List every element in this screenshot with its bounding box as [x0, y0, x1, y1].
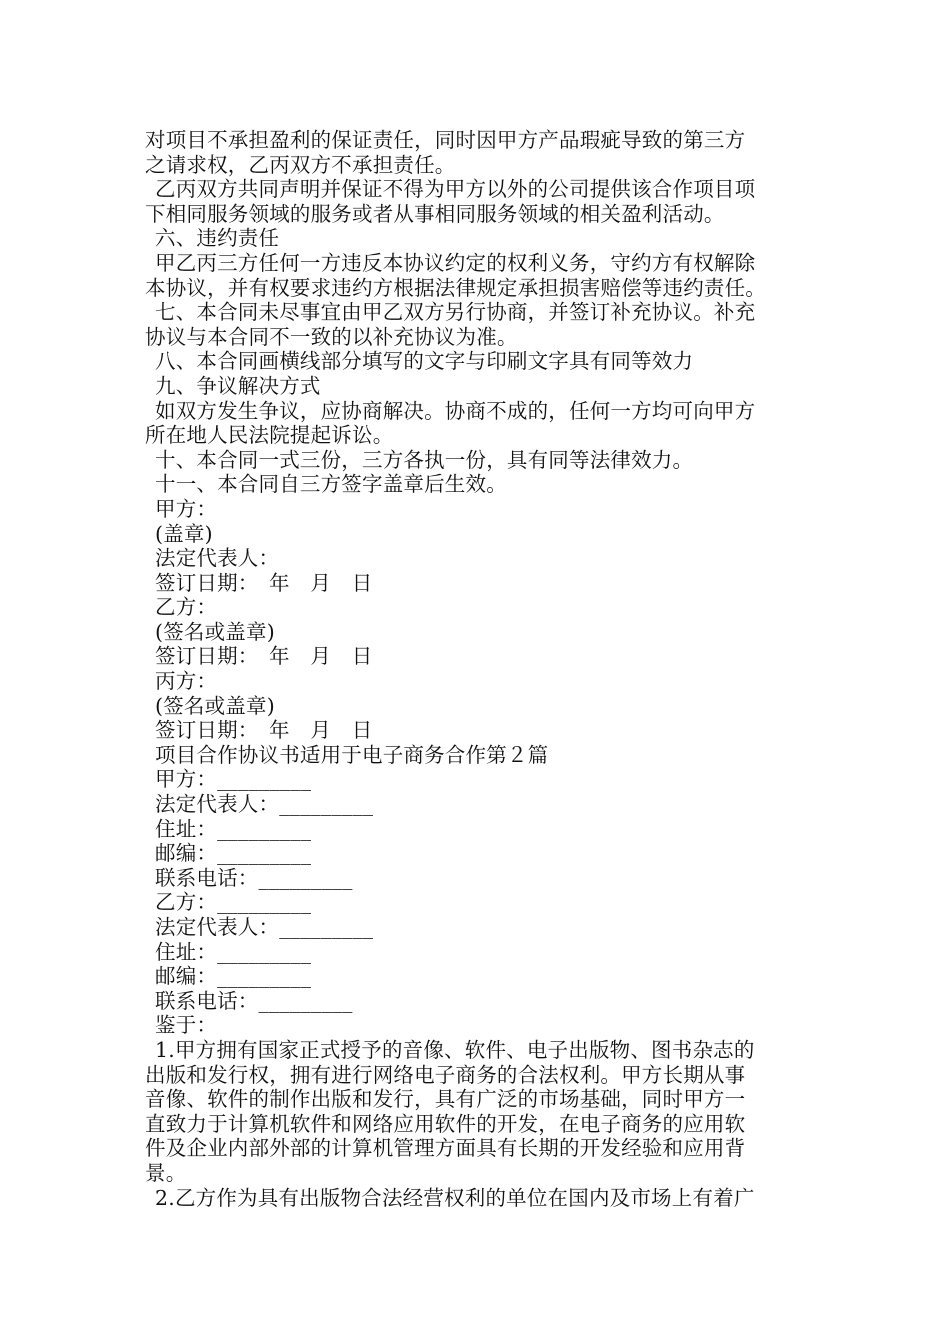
text-line: 下相同服务领域的服务或者从事相同服务领域的相关盈利活动。 — [145, 201, 725, 226]
text-line: (签名或盖章) — [155, 693, 275, 718]
text-line: 十一、本合同自三方签字盖章后生效。 — [155, 472, 507, 497]
text-line: 甲乙丙三方任何一方违反本协议约定的权利义务，守约方有权解除 — [155, 250, 756, 275]
text-line: 2.乙方作为具有出版物合法经营权利的单位在国内及市场上有着广 — [155, 1185, 755, 1210]
text-line: 邮编：_________ — [155, 964, 312, 989]
text-line: 甲方： — [155, 496, 218, 521]
text-line: 所在地人民法院提起诉讼。 — [145, 423, 394, 448]
text-line: 住址：_________ — [155, 939, 312, 964]
text-line: 直致力于计算机软件和网络应用软件的开发，在电子商务的应用软 — [145, 1111, 746, 1136]
text-line: 联系电话：_________ — [155, 865, 353, 890]
text-line: 法定代表人：_________ — [155, 915, 374, 939]
text-line: 十、本合同一式三份，三方各执一份，具有同等法律效力。 — [155, 447, 694, 472]
text-line: 乙方：_________ — [155, 890, 312, 915]
text-line: 八、本合同画横线部分填写的文字与印刷文字具有同等效力 — [155, 349, 694, 374]
text-line: 对项目不承担盈利的保证责任，同时因甲方产品瑕疵导致的第三方 — [145, 128, 746, 152]
text-line: 住址：_________ — [155, 816, 312, 841]
text-line: 项目合作协议书适用于电子商务合作第２篇 — [155, 742, 549, 767]
text-line: 签订日期： 年 月 日 — [155, 644, 373, 669]
text-line: 签订日期： 年 月 日 — [155, 570, 373, 595]
text-line: 件及企业内部外部的计算机管理方面具有长期的开发经验和应用背 — [145, 1136, 746, 1161]
text-line: 丙方： — [155, 669, 218, 694]
text-line: (签名或盖章) — [155, 619, 275, 644]
text-line: 邮编：_________ — [155, 841, 312, 866]
text-line: 音像、软件的制作出版和发行，具有广泛的市场基础，同时甲方一 — [145, 1087, 746, 1112]
text-line: 之请求权，乙丙双方不承担责任。 — [145, 152, 456, 177]
text-line: 七、本合同未尽事宜由甲乙双方另行协商，并签订补充协议。补充 — [155, 300, 756, 325]
text-line: 协议与本合同不一致的以补充协议为准。 — [145, 324, 518, 349]
text-line: 法定代表人：_________ — [155, 792, 374, 817]
document-page — [145, 128, 815, 1210]
text-line: 乙方： — [155, 595, 218, 620]
text-line: 六、违约责任 — [155, 226, 280, 251]
text-line: 联系电话：_________ — [155, 988, 353, 1013]
text-line: 如双方发生争议，应协商解决。协商不成的，任何一方均可向甲方 — [155, 398, 756, 423]
text-line: (盖章) — [155, 521, 213, 546]
text-line: 甲方：_________ — [155, 767, 312, 792]
text-line: 1.甲方拥有国家正式授予的音像、软件、电子出版物、图书杂志的 — [155, 1037, 755, 1062]
text-line: 九、争议解决方式 — [155, 373, 321, 398]
text-line: 法定代表人： — [155, 546, 280, 571]
text-line: 鉴于： — [155, 1013, 218, 1038]
text-line: 乙丙双方共同声明并保证不得为甲方以外的公司提供该合作项目项 — [155, 177, 756, 202]
text-line: 本协议，并有权要求违约方根据法律规定承担损害赔偿等违约责任。 — [145, 275, 766, 300]
text-line: 签订日期： 年 月 日 — [155, 718, 373, 743]
text-line: 出版和发行权，拥有进行网络电子商务的合法权利。甲方长期从事 — [145, 1062, 746, 1087]
text-line: 景。 — [145, 1160, 187, 1185]
